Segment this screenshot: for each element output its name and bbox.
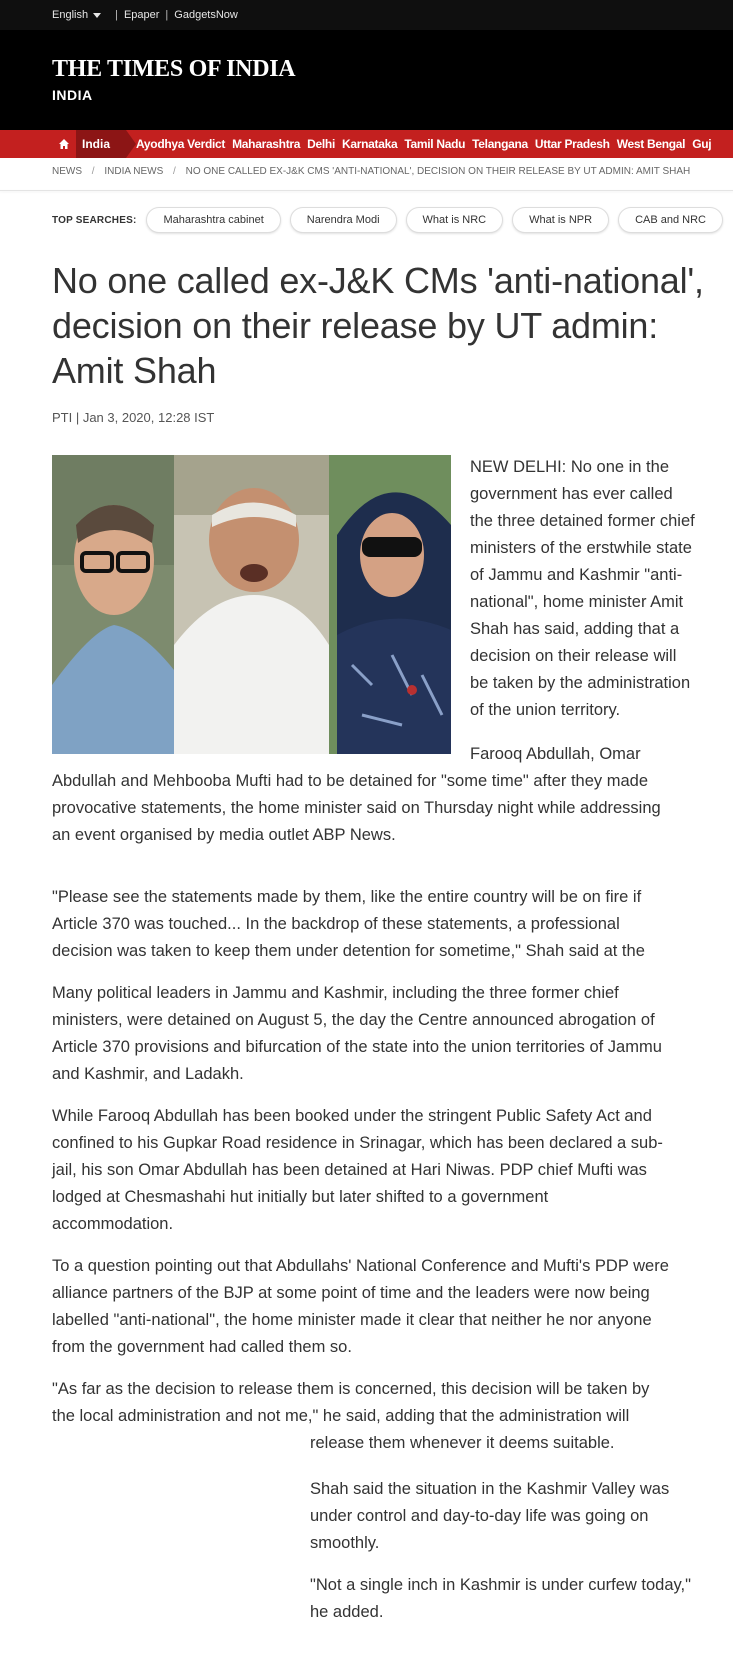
text-line: confined to his Gupkar Road residence in Srinagar, which has been declared a sub- bbox=[52, 1134, 663, 1152]
nav-item-telangana[interactable]: Telangana bbox=[472, 137, 528, 151]
edition-label[interactable]: INDIA bbox=[52, 87, 93, 103]
separator: | bbox=[165, 9, 169, 21]
gadgetsnow-link[interactable]: GadgetsNow bbox=[174, 9, 238, 21]
text-line: Farooq Abdullah, Omar bbox=[470, 745, 641, 763]
text-line: lodged at Chesmashahi hut initially but later shifted to a government bbox=[52, 1188, 549, 1206]
article-paragraph-7 bbox=[52, 1376, 732, 1457]
article-paragraph-6 bbox=[52, 1253, 732, 1361]
text-line: Shah has said, adding that a bbox=[470, 620, 680, 638]
header-divider bbox=[0, 190, 733, 191]
text-line: alliance partners of the BJP at some point of time and the leaders were now being bbox=[52, 1284, 650, 1302]
search-chip-maharashtra-cabinet[interactable]: Maharashtra cabinet bbox=[146, 207, 280, 233]
text-line: "Please see the statements made by them, like the entire country will be on fire if bbox=[52, 888, 642, 906]
main-nav bbox=[0, 130, 733, 158]
nav-item-west-bengal[interactable]: West Bengal bbox=[616, 137, 686, 151]
text-line: the three detained former chief bbox=[470, 512, 695, 530]
text-line: decision on their release will bbox=[470, 647, 677, 665]
language-selector[interactable]: English bbox=[52, 9, 89, 21]
epaper-link[interactable]: Epaper bbox=[123, 9, 160, 21]
text-line: release them whenever it deems suitable. bbox=[310, 1434, 615, 1452]
nav-items bbox=[136, 130, 718, 158]
article-paragraph-4 bbox=[52, 980, 732, 1088]
article-paragraph-8 bbox=[310, 1476, 730, 1557]
breadcrumb bbox=[52, 166, 690, 177]
article-paragraph-2 bbox=[52, 741, 732, 849]
text-line: Shah said the situation in the Kashmir Valley was bbox=[310, 1480, 670, 1498]
text-line: To a question pointing out that Abdullahs' National Conference and Mufti's PDP were bbox=[52, 1257, 669, 1275]
text-line: provocative statements, the home minister said on Thursday night while addressing bbox=[52, 799, 661, 817]
site-logo[interactable]: THE TIMES OF INDIA bbox=[52, 56, 296, 82]
breadcrumb-india-news[interactable]: INDIA NEWS bbox=[104, 166, 164, 177]
chevron-down-icon[interactable] bbox=[93, 13, 101, 18]
text-line: national", home minister Amit bbox=[470, 593, 684, 611]
top-searches bbox=[52, 205, 732, 235]
nav-item-uttar-pradesh[interactable]: Uttar Pradesh bbox=[534, 137, 610, 151]
text-line: decision was taken to keep them under detention for sometime," Shah said at the bbox=[52, 942, 645, 960]
article-paragraph-1 bbox=[470, 454, 730, 724]
text-line: NEW DELHI: No one in the bbox=[470, 458, 669, 476]
text-line: Article 370 provisions and bifurcation of the state into the union territories of Jammu bbox=[52, 1038, 662, 1056]
text-line: he added. bbox=[310, 1603, 384, 1621]
text-line: an event organised by media outlet ABP News. bbox=[52, 826, 396, 844]
nav-item-karnataka[interactable]: Karnataka bbox=[342, 137, 398, 151]
breadcrumb-separator: / bbox=[91, 166, 95, 177]
text-line: accommodation. bbox=[52, 1215, 174, 1233]
top-searches-label: TOP SEARCHES: bbox=[52, 214, 137, 226]
text-line: government has ever called bbox=[470, 485, 673, 503]
article-headline: No one called ex-J&K CMs 'anti-national', decision on their release by UT admin: Amit Shah bbox=[52, 260, 704, 391]
text-line: of Jammu and Kashmir "anti- bbox=[470, 566, 683, 584]
text-line: "Not a single inch in Kashmir is under curfew today," bbox=[310, 1576, 691, 1594]
text-line: of the union territory. bbox=[470, 701, 621, 719]
nav-item-gujarat[interactable]: Guj bbox=[692, 137, 712, 151]
text-line: and Kashmir, and Ladakh. bbox=[52, 1065, 244, 1083]
text-line: Many political leaders in Jammu and Kashmir, including the three former chief bbox=[52, 984, 619, 1002]
breadcrumb-news[interactable]: NEWS bbox=[52, 166, 82, 177]
separator: | bbox=[115, 9, 118, 21]
article-paragraph-9 bbox=[310, 1572, 730, 1626]
nav-item-delhi[interactable]: Delhi bbox=[307, 137, 335, 151]
text-line: smoothly. bbox=[310, 1534, 380, 1552]
text-line: ministers of the erstwhile state bbox=[470, 539, 692, 557]
article-paragraph-3 bbox=[52, 884, 732, 965]
search-chip-what-is-nrc[interactable]: What is NRC bbox=[406, 207, 504, 233]
text-line: jail, his son Omar Abdullah has been detained at Hari Niwas. PDP chief Mufti was bbox=[52, 1161, 647, 1179]
breadcrumb-current: NO ONE CALLED EX-J&K CMS 'ANTI-NATIONAL', DECISION ON THEIR RELEASE BY UT ADMIN: AMIT SHAH bbox=[185, 166, 691, 177]
text-line: from the government had called them so. bbox=[52, 1338, 352, 1356]
article-byline: PTI | Jan 3, 2020, 12:28 IST bbox=[52, 410, 215, 425]
text-line: be taken by the administration bbox=[470, 674, 691, 692]
masthead bbox=[0, 30, 733, 130]
breadcrumb-separator: / bbox=[173, 166, 176, 177]
search-chip-cab-and-nrc[interactable]: CAB and NRC bbox=[618, 207, 723, 233]
article-lead-image[interactable] bbox=[52, 455, 451, 754]
text-line: under control and day-to-day life was going on bbox=[310, 1507, 649, 1525]
nav-item-tamil-nadu[interactable]: Tamil Nadu bbox=[404, 137, 466, 151]
text-line: ministers, were detained on August 5, the day the Centre announced abrogation of bbox=[52, 1011, 655, 1029]
text-line: Abdullah and Mehbooba Mufti had to be detained for "some time" after they made bbox=[52, 772, 648, 790]
nav-item-maharashtra[interactable]: Maharashtra bbox=[232, 137, 301, 151]
home-icon[interactable] bbox=[52, 130, 76, 158]
search-chip-narendra-modi[interactable]: Narendra Modi bbox=[290, 207, 397, 233]
search-chip-what-is-npr[interactable]: What is NPR bbox=[512, 207, 609, 233]
text-line: Article 370 was touched... In the backdrop of these statements, a professional bbox=[52, 915, 620, 933]
nav-item-ayodhya-verdict[interactable]: Ayodhya Verdict bbox=[136, 137, 226, 151]
text-line: labelled "anti-national", the home minister made it clear that neither he nor anyone bbox=[52, 1311, 652, 1329]
text-line: "As far as the decision to release them is concerned, this decision will be taken by bbox=[52, 1380, 650, 1398]
nav-item-india-active[interactable]: India bbox=[76, 130, 126, 158]
utility-bar bbox=[0, 0, 733, 30]
text-line: the local administration and not me," he said, adding that the administration will bbox=[52, 1407, 630, 1425]
text-line: While Farooq Abdullah has been booked under the stringent Public Safety Act and bbox=[52, 1107, 652, 1125]
article-paragraph-5 bbox=[52, 1103, 732, 1238]
